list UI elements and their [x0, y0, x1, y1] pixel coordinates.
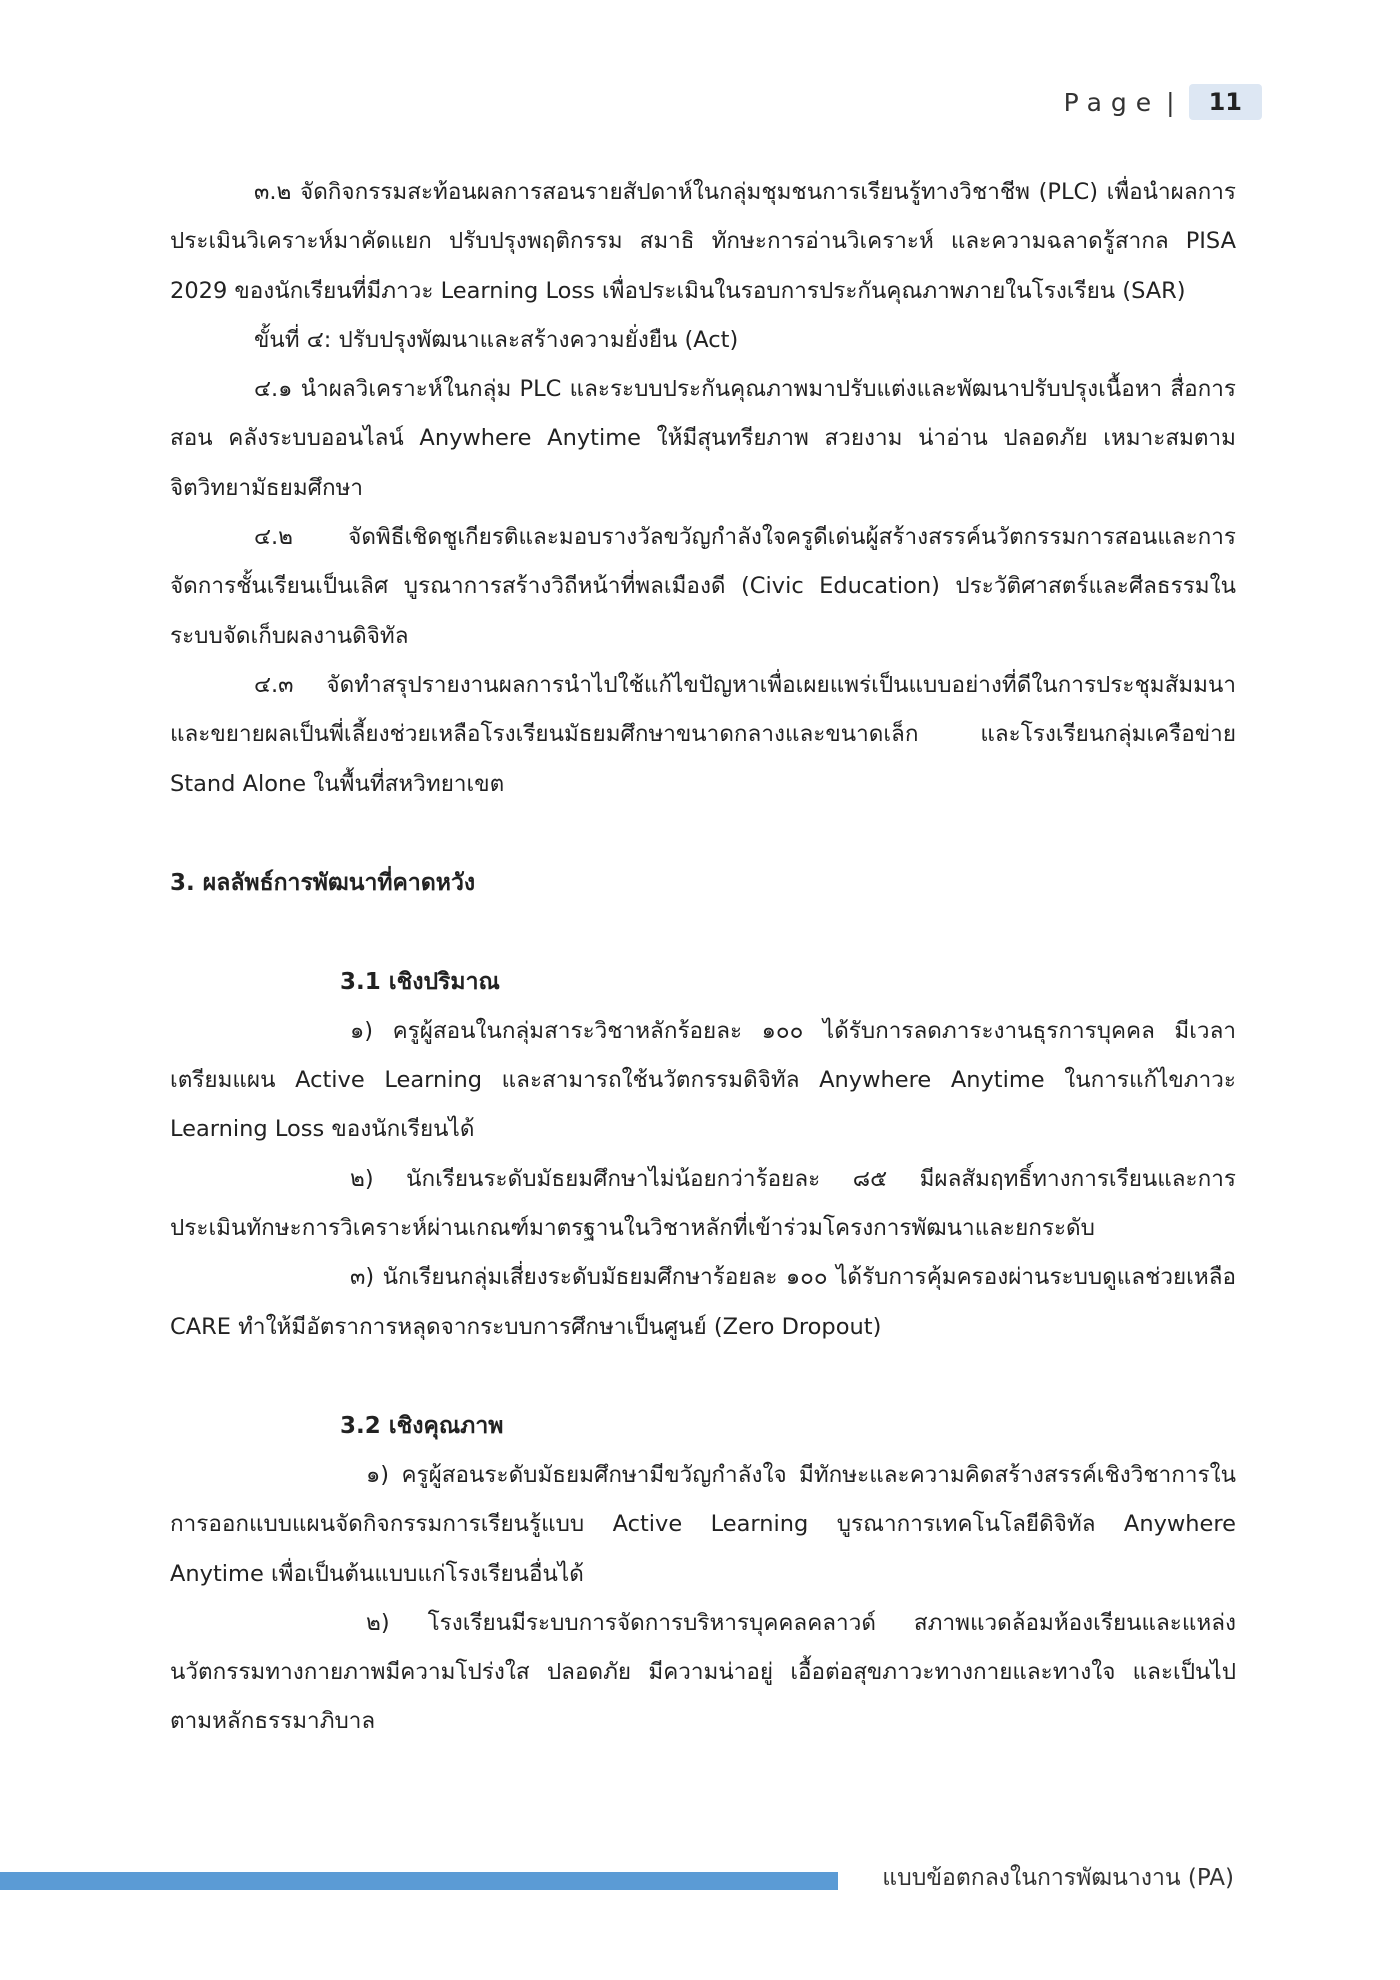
quantity-item-2: ๒) นักเรียนระดับมัธยมศึกษาไม่น้อยกว่าร้อยละ ๘๕ มีผลสัมฤทธิ์ทางการเรียนและการประเมินทักษะการวิเคราะห์ผ่านเกณฑ์มาตรฐานในวิชาหลักที่เข้าร่วมโครงการพัฒนาและยกระดับ	[170, 1165, 1236, 1242]
spacer	[170, 908, 1236, 958]
footer-bar	[0, 1872, 838, 1890]
quality-item-2: ๒) โรงเรียนมีระบบการจัดการบริหารบุคคลคลาวด์ สภาพแวดล้อมห้องเรียนและแหล่งนวัตกรรมทางกายภาพมีความโปร่งใส ปลอดภัย มีความน่าอยู่ เอื้อต่อสุขภาวะทางกายและทางใจ และเป็นไปตามหลักธรรมาภิบาล	[170, 1609, 1236, 1735]
page-label: Page	[1063, 87, 1161, 117]
quantity-item-3: ๓) นักเรียนกลุ่มเสี่ยงระดับมัธยมศึกษาร้อยละ ๑๐๐ ได้รับการคุ้มครองผ่านระบบดูแลช่วยเหลือ CARE ทำให้มีอัตราการหลุดจากระบบการศึกษาเป็นศูนย์ (Zero Dropout)	[170, 1264, 1236, 1340]
paragraph-3-2: ๓.๒ จัดกิจกรรมสะท้อนผลการสอนรายสัปดาห์ในกลุ่มชุมชนการเรียนรู้ทางวิชาชีพ (PLC) เพื่อนำผลการประเมินวิเคราะห์มาคัดแยก ปรับปรุงพฤติกรรม สมาธิ ทักษะการอ่านวิเคราะห์ และความฉลาดรู้สากล PISA 2029 ของนักเรียนที่มีภาวะ Learning Loss เพื่อประเมินในรอบการประกันคุณภาพภายในโรงเรียน (SAR)	[170, 179, 1236, 304]
paragraph-4-2: ๔.๒ จัดพิธีเชิดชูเกียรติและมอบรางวัลขวัญกำลังใจครูดีเด่นผู้สร้างสรรค์นวัตกรรมการสอนและการจัดการชั้นเรียนเป็นเลิศ บูรณาการสร้างวิถีหน้าที่พลเมืองดี (Civic Education) ประวัติศาสตร์และศีลธรรมในระบบจัดเก็บผลงานดิจิทัล	[170, 524, 1236, 649]
spacer	[170, 809, 1236, 859]
spacer	[170, 1352, 1236, 1402]
section-3-2-heading: 3.2 เชิงคุณภาพ	[340, 1412, 504, 1439]
section-3-1-heading: 3.1 เชิงปริมาณ	[340, 968, 500, 995]
quality-item-1: ๑) ครูผู้สอนระดับมัธยมศึกษามีขวัญกำลังใจ มีทักษะและความคิดสร้างสรรค์เชิงวิชาการในการออกแบบแผนจัดกิจกรรมการเรียนรู้แบบ Active Learning บูรณาการเทคโนโลยีดิจิทัล Anywhere Anytime เพื่อเป็นต้นแบบแก่โรงเรียนอื่นได้	[170, 1461, 1236, 1587]
document-body	[170, 168, 1236, 1747]
section-3-heading: 3. ผลลัพธ์การพัฒนาที่คาดหวัง	[170, 869, 476, 896]
paragraph-4-3: ๔.๓ จัดทำสรุปรายงานผลการนำไปใช้แก้ไขปัญหาเพื่อเผยแพร่เป็นแบบอย่างที่ดีในการประชุมสัมมนาและขยายผลเป็นพี่เลี้ยงช่วยเหลือโรงเรียนมัธยมศึกษาขนาดกลางและขนาดเล็ก และโรงเรียนกลุ่มเครือข่าย Stand Alone ในพื้นที่สหวิทยาเขต	[170, 671, 1236, 797]
footer-title: แบบข้อตกลงในการพัฒนางาน (PA)	[882, 1865, 1234, 1891]
quantity-item-1: ๑) ครูผู้สอนในกลุ่มสาระวิชาหลักร้อยละ ๑๐๐ ได้รับการลดภาระงานธุรการบุคคล มีเวลาเตรียมแผน Active Learning และสามารถใช้นวัตกรรมดิจิทัล Anywhere Anytime ในการแก้ไขภาวะ Learning Loss ของนักเรียนได้	[170, 1017, 1236, 1143]
paragraph-step-4: ขั้นที่ ๔: ปรับปรุงพัฒนาและสร้างความยั่งยืน (Act)	[254, 326, 739, 353]
paragraph-4-1: ๔.๑ นำผลวิเคราะห์ในกลุ่ม PLC และระบบประกันคุณภาพมาปรับแต่งและพัฒนาปรับปรุงเนื้อหา สื่อการสอน คลังระบบออนไลน์ Anywhere Anytime ให้มีสุนทรียภาพ สวยงาม น่าอ่าน ปลอดภัย เหมาะสมตามจิตวิทยามัธยมศึกษา	[170, 376, 1236, 501]
page-header	[1064, 84, 1262, 120]
page-number: 11	[1189, 84, 1262, 120]
page-separator: |	[1166, 87, 1175, 117]
